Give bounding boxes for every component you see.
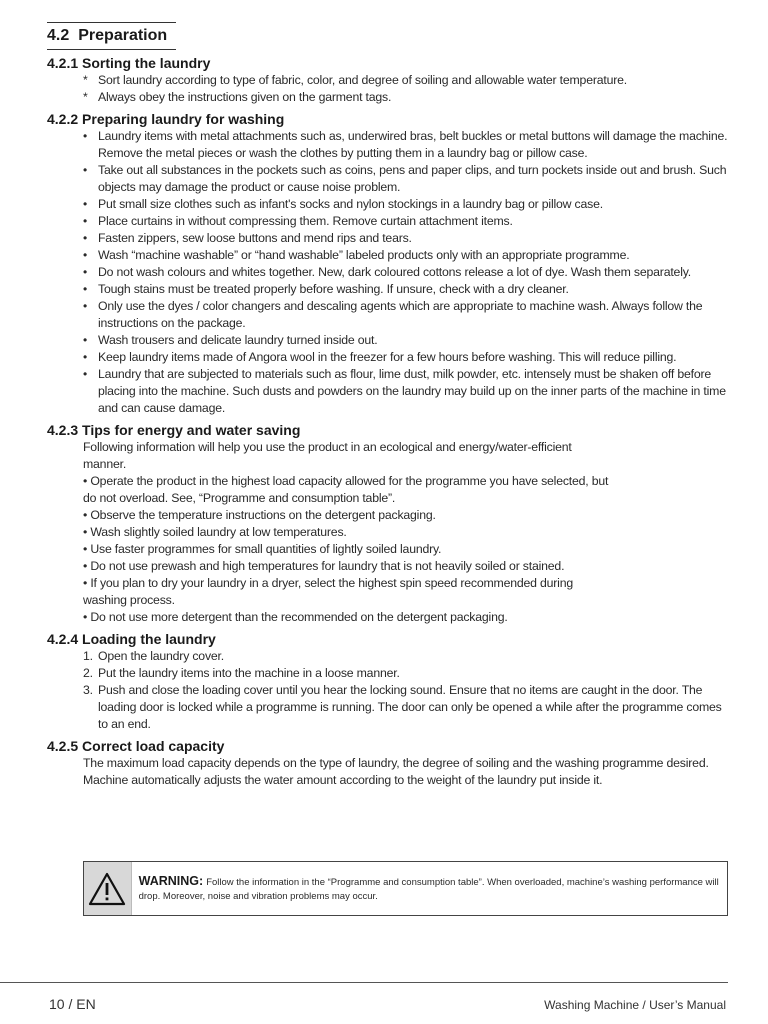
heading-sorting-laundry: 4.2.1 Sorting the laundry: [47, 55, 211, 71]
list-item: [47, 332, 729, 349]
list-item-text: Wash “machine washable” or “hand washable” labeled products only with an appropriate programme.: [98, 248, 630, 262]
paragraph-line: • Do not use more detergent than the recommended on the detergent packaging.: [83, 610, 508, 624]
section-number: 4.2: [47, 27, 70, 44]
bullet-mark: •: [83, 350, 88, 364]
step-number: 1.: [83, 649, 93, 663]
paragraph-line: • Observe the temperature instructions on the detergent packaging.: [83, 508, 436, 522]
heading-energy-tips: 4.2.3 Tips for energy and water saving: [47, 422, 301, 438]
list-item-text: Only use the dyes / color changers and descaling agents which are appropriate to machine wash. Always follow the instructions on the package.: [98, 299, 703, 330]
loading-steps: [47, 648, 729, 733]
list-item-text: Place curtains in without compressing them. Remove curtain attachment items.: [98, 214, 513, 228]
bullet-mark: *: [83, 73, 88, 87]
paragraph-line: • If you plan to dry your laundry in a dryer, select the highest spin speed recommended during: [83, 576, 573, 590]
list-item: [47, 230, 729, 247]
paragraph-line: • Do not use prewash and high temperatures for laundry that is not heavily soiled or stained.: [83, 559, 565, 573]
footer-divider: [0, 982, 728, 983]
list-item: [47, 298, 729, 332]
section-title: [47, 22, 176, 50]
warning-box: [83, 861, 728, 916]
list-item: [47, 213, 729, 230]
list-item-text: Wash trousers and delicate laundry turned inside out.: [98, 333, 378, 347]
manual-title: Washing Machine / User’s Manual: [544, 998, 726, 1012]
list-item-text: Tough stains must be treated properly before washing. If unsure, check with a dry cleaner.: [98, 282, 569, 296]
paragraph-line: manner.: [83, 457, 127, 471]
list-item: [47, 128, 729, 162]
list-item: [47, 162, 729, 196]
page-number: 10 / EN: [49, 996, 96, 1012]
bullet-mark: •: [83, 367, 88, 381]
step-number: 2.: [83, 666, 93, 680]
content-body: [47, 55, 729, 789]
heading-preparing-laundry: 4.2.2 Preparing laundry for washing: [47, 111, 285, 127]
list-item-text: Always obey the instructions given on the garment tags.: [98, 90, 392, 104]
warning-icon-cell: [84, 862, 132, 915]
energy-tips-text: [47, 439, 729, 626]
bullet-mark: *: [83, 90, 88, 104]
list-item: [47, 281, 729, 298]
list-item-text: Put small size clothes such as infant's socks and nylon stockings in a laundry bag or pillow case.: [98, 197, 603, 211]
bullet-mark: •: [83, 248, 88, 262]
preparing-list: [47, 128, 729, 417]
list-item-text: Open the laundry cover.: [98, 649, 224, 663]
warning-message: Follow the information in the “Programme and consumption table”. When overloaded, machine’s washing performance will drop. Moreover, noise and vibration problems may occur.: [138, 877, 719, 902]
sorting-list: [47, 72, 729, 106]
section-heading: Preparation: [78, 27, 168, 44]
list-item: [47, 648, 729, 665]
list-item: [47, 264, 729, 281]
paragraph-line: • Wash slightly soiled laundry at low temperatures.: [83, 525, 347, 539]
list-item: [47, 247, 729, 264]
list-item: [47, 72, 729, 89]
list-item-text: Laundry items with metal attachments such as, underwired bras, belt buckles or metal buttons will damage the machine. Remove the metal pieces or wash the clothes by putting them in a laundry bag or pillow case.: [98, 129, 728, 160]
list-item-text: Keep laundry items made of Angora wool in the freezer for a few hours before washing. This will reduce pilling.: [98, 350, 677, 364]
paragraph-line: Following information will help you use the product in an ecological and energy/water-efficient: [83, 440, 572, 454]
list-item-text: Sort laundry according to type of fabric, color, and degree of soiling and allowable water temperature.: [98, 73, 627, 87]
bullet-mark: •: [83, 282, 88, 296]
paragraph-line: washing process.: [83, 593, 175, 607]
list-item-text: Do not wash colours and whites together. New, dark coloured cottons release a lot of dye. Wash them separately.: [98, 265, 691, 279]
warning-triangle-icon: [88, 872, 126, 906]
list-item: [47, 665, 729, 682]
bullet-mark: •: [83, 265, 88, 279]
bullet-mark: •: [83, 129, 88, 143]
warning-text: [132, 862, 727, 915]
paragraph: Machine automatically adjusts the water amount according to the weight of the laundry put inside it.: [83, 773, 603, 787]
heading-loading-laundry: 4.2.4 Loading the laundry: [47, 631, 216, 647]
bullet-mark: •: [83, 214, 88, 228]
bullet-mark: •: [83, 197, 88, 211]
list-item: [47, 89, 729, 106]
heading-load-capacity: 4.2.5 Correct load capacity: [47, 738, 225, 754]
list-item-text: Fasten zippers, sew loose buttons and mend rips and tears.: [98, 231, 412, 245]
paragraph-line: do not overload. See, “Programme and consumption table”.: [83, 491, 396, 505]
list-item-text: Take out all substances in the pockets such as coins, pens and paper clips, and turn pockets inside out and brush. Such objects may damage the product or cause noise problem.: [98, 163, 727, 194]
warning-label: WARNING:: [138, 874, 204, 888]
step-number: 3.: [83, 683, 93, 697]
paragraph-line: • Operate the product in the highest load capacity allowed for the programme you have selected, but: [83, 474, 609, 488]
bullet-mark: •: [83, 333, 88, 347]
list-item: [47, 366, 729, 417]
bullet-mark: •: [83, 299, 88, 313]
list-item-text: Laundry that are subjected to materials such as flour, lime dust, milk powder, etc. intensely must be shaken off before placing into the machine. Such dusts and powders on the laundry may build up on the inner parts of the machine in time and can cause damage.: [98, 367, 726, 415]
list-item: [47, 196, 729, 213]
paragraph-line: • Use faster programmes for small quantities of lightly soiled laundry.: [83, 542, 442, 556]
bullet-mark: •: [83, 163, 88, 177]
bullet-mark: •: [83, 231, 88, 245]
list-item: [47, 349, 729, 366]
paragraph: The maximum load capacity depends on the type of laundry, the degree of soiling and the washing programme desired.: [83, 756, 709, 770]
list-item-text: Push and close the loading cover until you hear the locking sound. Ensure that no items are caught in the door. The loading door is locked while a programme is running. The door can only be opened a while after the programme comes to an end.: [98, 683, 722, 731]
list-item-text: Put the laundry items into the machine in a loose manner.: [98, 666, 400, 680]
list-item: [47, 682, 729, 733]
